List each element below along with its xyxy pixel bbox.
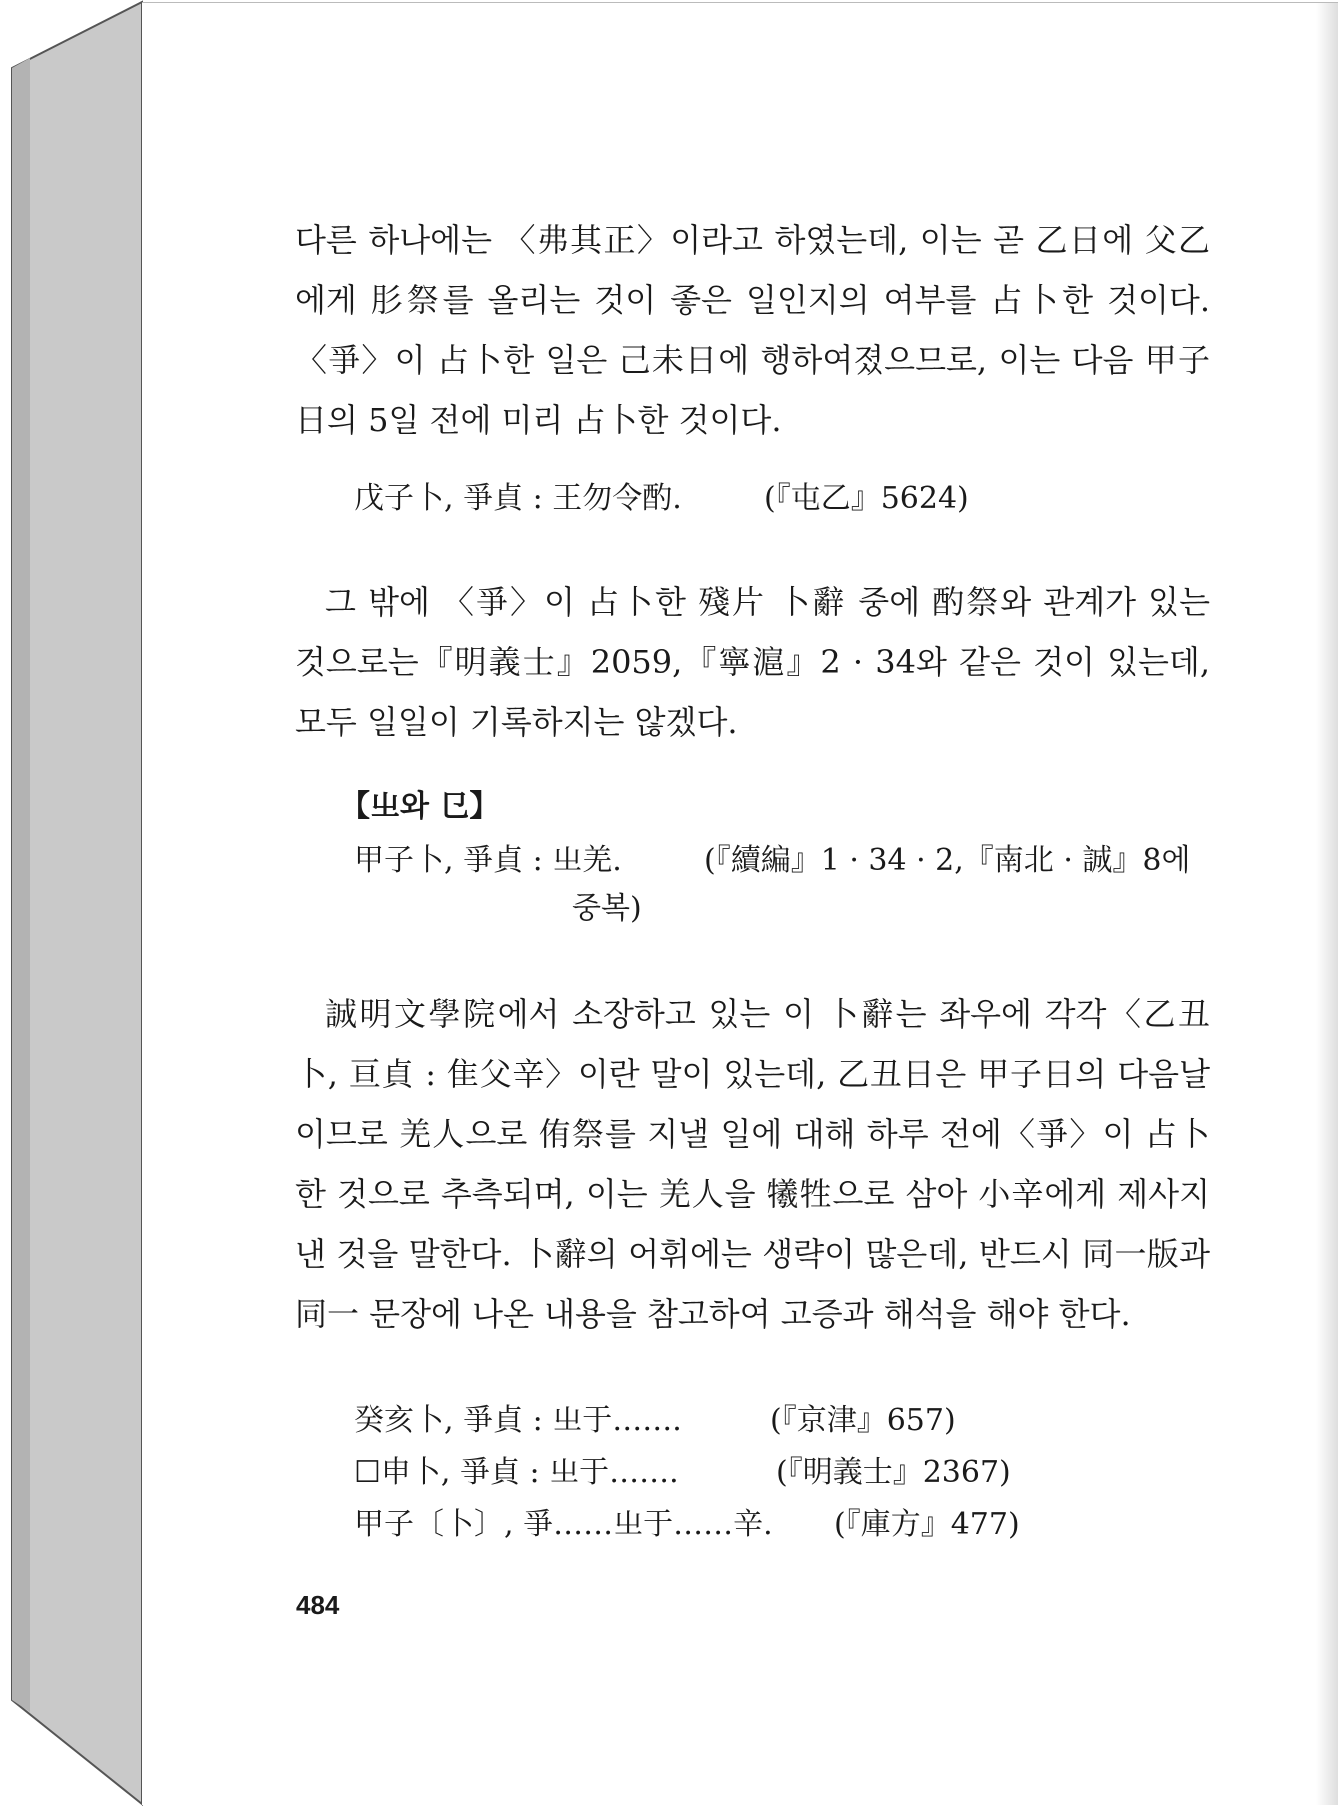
quote-2-source: (『續編』1 · 34 · 2,『南北 · 誠』8에 bbox=[704, 843, 1191, 878]
paragraph-1: 다른 하나에는 〈弗其正〉이라고 하였는데, 이는 곧 乙日에 父乙에게 肜祭를 올리는 것이 좋은 일인지의 여부를 占卜한 것이다. 〈爭〉이 占卜한 일은 己未日에 행하여졌으므로, 이는 다음 甲子日의 5일 전에 미리 占卜한 것이다. bbox=[295, 221, 1210, 439]
quote-2-text: 甲子卜, 爭貞 : 㞢羌. bbox=[354, 843, 622, 878]
section-heading: 【㞢와 㔾】 bbox=[340, 789, 500, 824]
quote-4-source: (『明義士』2367) bbox=[776, 1455, 1011, 1490]
quote-5-source: (『庫方』477) bbox=[834, 1507, 1020, 1542]
quote-5-text: 甲子〔卜〕, 爭……㞢于……辛. bbox=[354, 1507, 773, 1542]
quote-4-text: ☐申卜, 爭貞 : 㞢于……. bbox=[354, 1455, 679, 1490]
paragraph-2: 그 밖에 〈爭〉이 占卜한 殘片 卜辭 중에 酌祭와 관계가 있는 것으로는『明義士』2059,『寧滬』2 · 34와 같은 것이 있는데, 모두 일일이 기록하지는 않겠다. bbox=[295, 583, 1210, 741]
quote-2-source-cont: 중복) bbox=[572, 891, 642, 926]
quote-3-text: 癸亥卜, 爭貞 : 㞢于……. bbox=[354, 1403, 682, 1438]
quote-1-source: (『屯乙』5624) bbox=[764, 481, 969, 516]
page-number: 484 bbox=[296, 1590, 340, 1620]
quote-1-text: 戊子卜, 爭貞 : 王勿令酌. bbox=[354, 481, 682, 516]
quote-3-source: (『京津』657) bbox=[770, 1403, 956, 1438]
paragraph-3: 誠明文學院에서 소장하고 있는 이 卜辭는 좌우에 각각〈乙丑卜, 亘貞 : 隹父辛〉이란 말이 있는데, 乙丑日은 甲子日의 다음날이므로 羌人으로 侑祭를 지낼 일에 대해 하루 전에〈爭〉이 占卜한 것으로 추측되며, 이는 羌人을 犧牲으로 삼아 小辛에게 제사지낸 것을 말한다. 卜辭의 어휘에는 생략이 많은데, 반드시 同一版과 同一 문장에 나온 내용을 참고하여 고증과 해석을 해야 한다. bbox=[295, 995, 1210, 1333]
